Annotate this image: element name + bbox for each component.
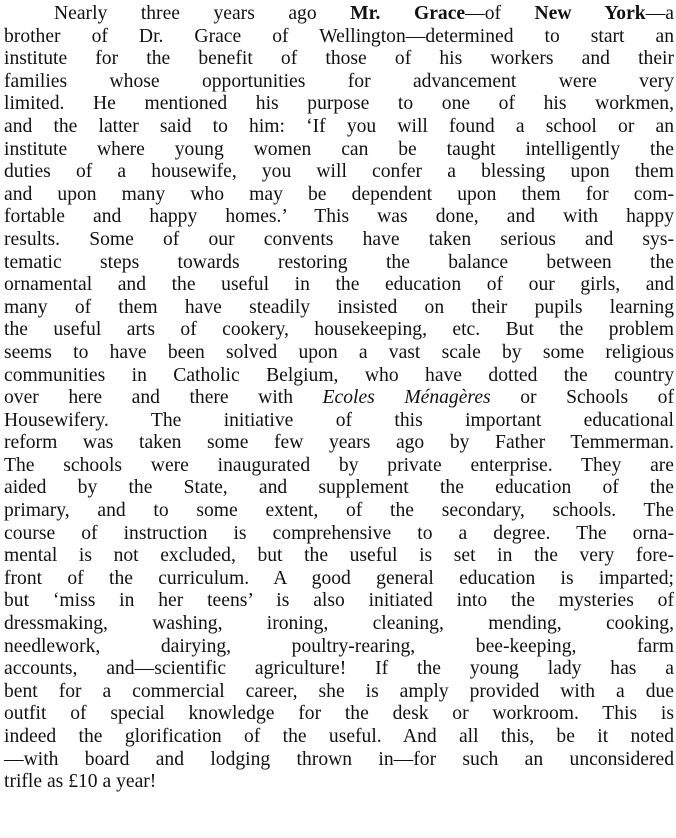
text-line: and upon many who may be dependent upon them for com-	[4, 183, 674, 205]
text-line: and the latter said to him: ‘If you will found a school or an	[4, 115, 674, 137]
text-line: seems to have been solved upon a vast scale by some religious	[4, 341, 674, 363]
text-line: institute for the benefit of those of his workers and their	[4, 48, 674, 70]
text-line: course of instruction is comprehensive to a degree. The orna-	[4, 522, 674, 544]
text-line: indeed the glorification of the useful. And all this, be it noted	[4, 726, 674, 747]
text-line: brother of Dr. Grace of Wellington—determined to start an	[4, 25, 674, 47]
text-line: fortable and happy homes.’ This was done, and with happy	[4, 206, 674, 228]
text-line: ornamental and the useful in the education of our girls, and	[4, 274, 674, 296]
text-line: many of them have steadily insisted on their pupils learning	[4, 296, 674, 318]
text-segment: over here and there with	[4, 387, 323, 409]
text-line: institute where young women can be taught intelligently the	[4, 138, 674, 160]
text-line: front of the curriculum. A good general education is imparted;	[4, 567, 674, 589]
text-line: limited. He mentioned his purpose to one of his workmen,	[4, 93, 674, 115]
text-line-final: trifle as £10 a year!	[4, 771, 157, 793]
bold-name: Mr. Grace	[350, 3, 466, 24]
text-segment: or Schools of	[490, 387, 674, 409]
text-line: outfit of special knowledge for the desk or workroom. This is	[4, 703, 674, 725]
text-line: communities in Catholic Belgium, who have dotted the country	[4, 364, 674, 386]
text-line: needlework, dairying, poultry-rearing, bee-keeping, farm	[4, 635, 674, 657]
text-line: but ‘miss in her teens’ is also initiated into the mysteries of	[4, 590, 674, 612]
article-text-column	[4, 3, 674, 794]
text-line: —with board and lodging thrown in—for such an unconsidered	[4, 748, 674, 770]
text-line: primary, and to some extent, of the secondary, schools. The	[4, 500, 674, 522]
bold-name: New York	[534, 3, 646, 24]
text-line: reform was taken some few years ago by Father Temmerman.	[4, 432, 674, 454]
text-line: dressmaking, washing, ironing, cleaning, mending, cooking,	[4, 613, 674, 635]
text-line: the useful arts of cookery, housekeeping, etc. But the problem	[4, 319, 674, 341]
text-line: mental is not excluded, but the useful is set in the very fore-	[4, 545, 674, 567]
text-line: results. Some of our convents have taken serious and sys-	[4, 228, 674, 250]
text-line: bent for a commercial career, she is amply provided with a due	[4, 680, 674, 702]
text-line: The schools were inaugurated by private enterprise. They are	[4, 454, 674, 476]
text-line: tematic steps towards restoring the balance between the	[4, 251, 674, 273]
text-line: Nearly three years ago Mr. Grace—of New York—a	[54, 3, 674, 24]
text-line: aided by the State, and supplement the education of the	[4, 477, 674, 499]
italic-term: Ecoles Ménagères	[322, 387, 491, 409]
text-line-mixed	[4, 387, 674, 410]
text-line: families whose opportunities for advancement were very	[4, 70, 674, 92]
text-line: Housewifery. The initiative of this important educational	[4, 409, 674, 431]
text-line: accounts, and—scientific agriculture! If the young lady has a	[4, 658, 674, 680]
text-line: duties of a housewife, you will confer a blessing upon them	[4, 161, 674, 183]
